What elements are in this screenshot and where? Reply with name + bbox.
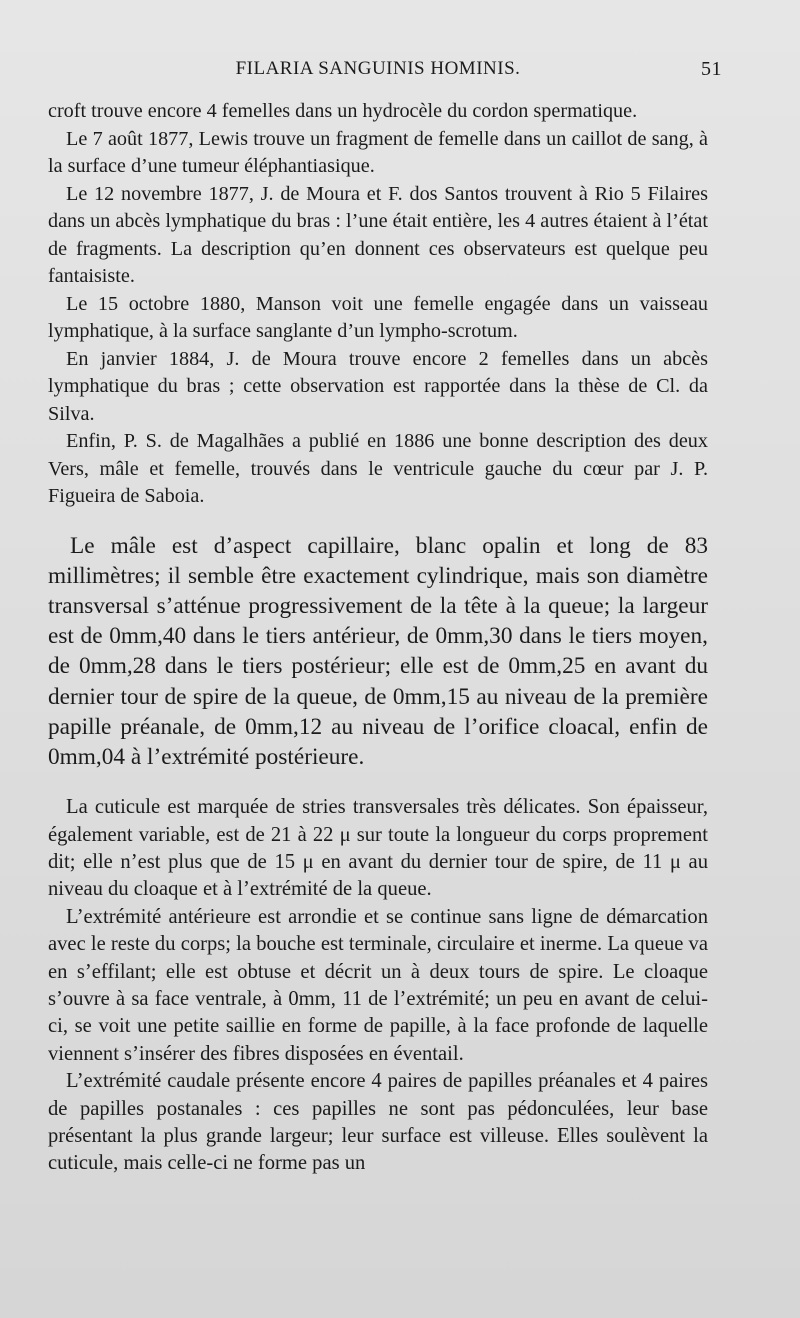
page-body bbox=[48, 98, 708, 1178]
paragraph: Le 12 novembre 1877, J. de Moura et F. dos Santos trouvent à Rio 5 Filaires dans un abcès lymphatique du bras : l’une était entière, les 4 autres étaient à l’état de fragments. La description qu’en donnent ces observateurs est quelque peu fantaisiste. bbox=[48, 182, 708, 287]
paragraph: En janvier 1884, J. de Moura trouve encore 2 femelles dans un abcès lymphatique du bras ; cette observation est rapportée dans la thèse de Cl. da Silva. bbox=[48, 347, 708, 425]
paragraph: Le 15 octobre 1880, Manson voit une femelle engagée dans un vaisseau lymphatique, à la surface sanglante d’un lympho-scrotum. bbox=[48, 292, 708, 342]
paragraph: Enfin, P. S. de Magalhães a publié en 1886 une bonne description des deux Vers, mâle et femelle, trouvés dans le ventricule gauche du cœur par J. P. Figueira de Saboia. bbox=[48, 430, 708, 507]
paragraph: croft trouve encore 4 femelles dans un hydrocèle du cordon spermatique. bbox=[48, 100, 638, 122]
cuticle-section bbox=[48, 794, 708, 1178]
paragraph: Le mâle est d’aspect capillaire, blanc opalin et long de 83 millimètres; il semble être exactement cylindrique, mais son diamètre transversal s’atténue progressivement de la tête à la queue; la largeur est de 0mm,40 dans le tiers antérieur, de 0mm,30 dans le tiers moyen, de 0mm,28 dans le tiers postérieur; elle est de 0mm,25 en avant du dernier tour de spire de la queue, de 0mm,15 au niveau de la première papille préanale, de 0mm,12 au niveau de l’orifice cloacal, enfin de 0mm,04 à l’extrémité postérieure. bbox=[48, 532, 708, 770]
paragraph: La cuticule est marquée de stries transversales très délicates. Son épaisseur, également variable, est de 21 à 22 μ sur toute la longueur du corps proprement dit; elle n’est plus que de 15 μ en avant du dernier tour de spire, de 11 μ au niveau du cloaque et à l’extrémité de la queue. bbox=[48, 796, 708, 901]
male-description-section bbox=[48, 531, 708, 773]
page-number: 51 bbox=[701, 58, 722, 80]
history-section bbox=[48, 98, 708, 511]
running-header bbox=[48, 58, 722, 86]
paragraph: L’extrémité caudale présente encore 4 paires de papilles préanales et 4 paires de papilles postanales : ces papilles ne sont pas pédonculées, leur base présentant la plus grande largeur; leur surface est villeuse. Elles soulèvent la cuticule, mais celle-ci ne forme pas un bbox=[48, 1070, 708, 1175]
paragraph: Le 7 août 1877, Lewis trouve un fragment de femelle dans un caillot de sang, à la surface d’une tumeur éléphantiasique. bbox=[48, 127, 708, 177]
header-title: FILARIA SANGUINIS HOMINIS. bbox=[235, 58, 521, 79]
paragraph: L’extrémité antérieure est arrondie et se continue sans ligne de démarcation avec le reste du corps; la bouche est terminale, circulaire et inerme. La queue va en s’effilant; elle est obtuse et décrit un à deux tours de spire. Le cloaque s’ouvre à sa face ventrale, à 0mm, 11 de l’extrémité; un peu en avant de celui-ci, se voit une petite saillie en forme de papille, à la face profonde de laquelle viennent s’insérer des fibres disposées en éventail. bbox=[48, 905, 708, 1065]
